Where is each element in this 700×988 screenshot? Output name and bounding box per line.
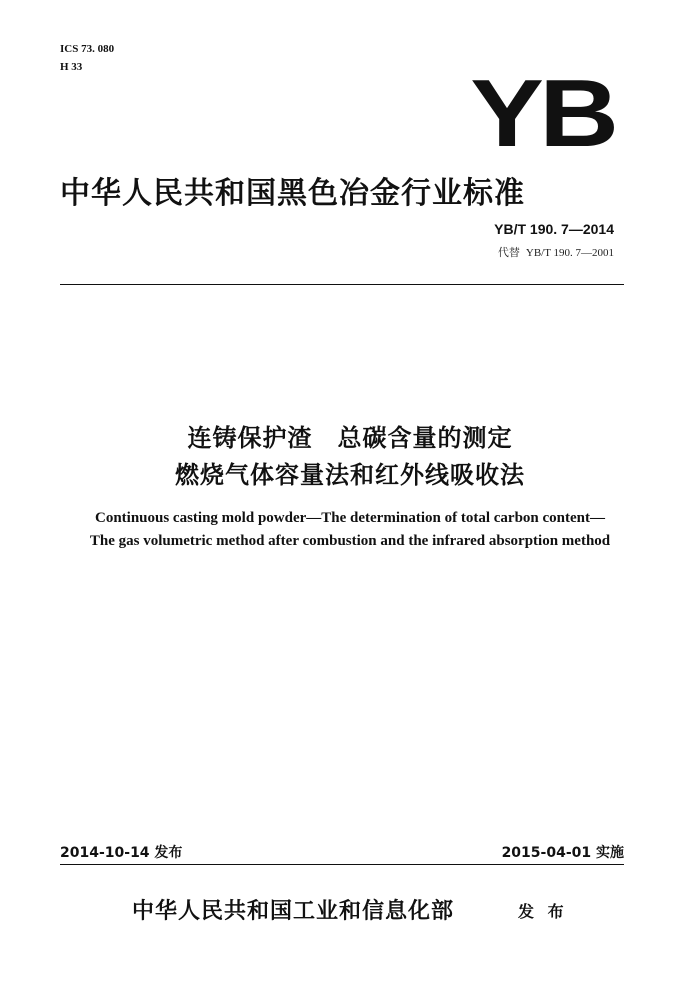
category-code: H 33 [60, 61, 83, 73]
standard-number: YB/T 190. 7—2014 [494, 221, 614, 237]
top-divider [60, 284, 624, 285]
authority-title: 中华人民共和国黑色冶金行业标准 [60, 176, 525, 211]
yb-logo: YB [469, 60, 614, 167]
implementation-date: 2015-04-01 实施 [501, 845, 624, 861]
title-en-line1: Continuous casting mold powder—The determination of total carbon content— [94, 510, 605, 526]
replaces-label: 代替 [497, 246, 520, 259]
title-cn-line1: 连铸保护渣 总碳含量的测定 [187, 424, 513, 452]
title-en-line2: The gas volumetric method after combustion and the infrared absorption method [89, 533, 611, 549]
ics-block [60, 40, 114, 76]
ics-code: ICS 73. 080 [60, 43, 115, 55]
replaces-line [498, 244, 614, 260]
bottom-divider [60, 864, 624, 865]
issue-date: 2014-10-14 发布 [60, 845, 183, 861]
title-cn-line2: 燃烧气体容量法和红外线吸收法 [175, 461, 525, 489]
publish-label: 发 布 [518, 902, 568, 921]
replaces-code: YB/T 190. 7—2001 [525, 247, 614, 259]
issuing-ministry: 中华人民共和国工业和信息化部 [132, 899, 455, 924]
